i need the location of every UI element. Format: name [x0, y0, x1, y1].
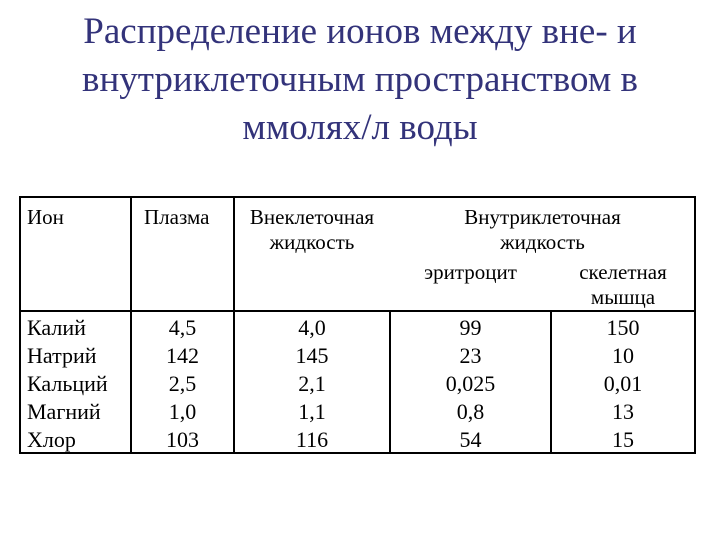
header-extracellular-line-1: Внеклеточная: [249, 205, 375, 229]
row-erythrocyte: 99: [459, 315, 482, 340]
row-plasma: 142: [166, 343, 199, 368]
header-erythrocyte: эритроцит: [424, 260, 517, 284]
row-erythrocyte: 23: [459, 343, 482, 368]
header-muscle-line-1: скелетная: [579, 260, 667, 284]
row-extracellular: 1,1: [298, 399, 326, 424]
header-intracellular-line-2: жидкость: [500, 230, 585, 254]
row-muscle: 10: [612, 343, 634, 368]
row-extracellular: 4,0: [298, 315, 326, 340]
row-extracellular: 145: [295, 343, 329, 368]
row-extracellular: 2,1: [298, 371, 326, 396]
title-line-3: ммолях/л воды: [242, 107, 478, 148]
header-intracellular-line-1: Внутриклеточная: [464, 205, 621, 229]
row-muscle: 150: [606, 315, 640, 340]
row-ion: Хлор: [27, 427, 76, 452]
row-muscle: 13: [612, 399, 634, 424]
header-divider: [21, 310, 694, 312]
row-plasma: 1,0: [168, 399, 197, 424]
header-muscle-line-2: мышца: [590, 285, 656, 309]
row-ion: Калий: [27, 315, 86, 340]
row-extracellular: 116: [295, 427, 329, 452]
row-ion: Магний: [27, 399, 101, 424]
row-plasma: 2,5: [168, 371, 197, 396]
row-erythrocyte: 54: [459, 427, 482, 452]
row-erythrocyte: 0,8: [456, 399, 485, 424]
header-plasma: Плазма: [144, 205, 210, 229]
row-ion: Кальций: [27, 371, 108, 396]
ion-distribution-table: [19, 196, 696, 454]
title-line-2: внутриклеточным пространством в: [82, 59, 638, 100]
row-plasma: 103: [166, 427, 199, 452]
row-ion: Натрий: [27, 343, 97, 368]
row-muscle: 15: [612, 427, 634, 452]
header-ion: Ион: [27, 205, 64, 229]
row-erythrocyte: 0,025: [445, 371, 496, 396]
title-line-1: Распределение ионов между вне- и: [83, 11, 637, 52]
row-muscle: 0,01: [603, 371, 643, 396]
header-extracellular-line-2: жидкость: [269, 230, 355, 254]
row-plasma: 4,5: [168, 315, 197, 340]
slide-title: [0, 8, 720, 152]
